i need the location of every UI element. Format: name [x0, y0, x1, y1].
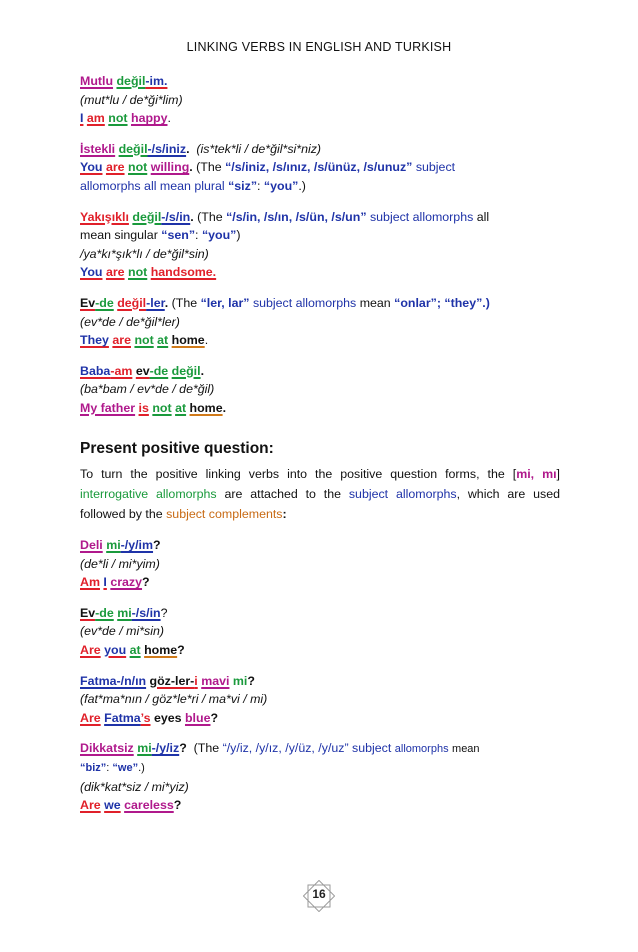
word-interrogative: mi	[106, 538, 121, 553]
punctuation: :	[282, 507, 287, 522]
turkish-sentence	[80, 140, 560, 159]
word-subject: You	[80, 265, 103, 280]
word-complement: crazy	[110, 575, 143, 590]
question-block-3	[80, 672, 560, 728]
example-block-1	[80, 72, 560, 128]
note-text: ” subject	[344, 741, 392, 756]
word-complement: willing	[150, 160, 190, 175]
word-subject-complement: İstekli	[80, 141, 116, 156]
word-subject-allomorph: -/y/iz	[151, 741, 180, 756]
punctuation: .	[167, 111, 171, 126]
turkish-sentence	[80, 294, 560, 313]
word-genitive: -/n/ın	[116, 673, 147, 688]
para-text: , which are used followed by the	[80, 487, 561, 522]
para-interrogative-allomorphs: interrogative allomorphs	[80, 487, 217, 502]
punctuation: .	[186, 141, 190, 156]
note-text: mean	[359, 295, 391, 310]
punctuation: .	[190, 209, 194, 224]
word-negation: değil	[171, 363, 201, 378]
example-block-3	[80, 208, 560, 282]
english-sentence	[80, 573, 560, 592]
note-line	[80, 759, 560, 778]
note-pronoun: “sen”	[161, 228, 196, 243]
word-subject-allomorph: -ler	[146, 295, 165, 310]
word-negation: not	[128, 160, 148, 175]
pronunciation: /ya*kı*şık*lı / de*ğil*sin)	[80, 246, 209, 261]
note-pronoun: “onlar”;	[394, 295, 441, 310]
pronunciation: (is*tek*li / de*ğil*si*niz)	[196, 141, 322, 156]
word-subject-allomorph: -/y/im	[120, 538, 154, 553]
note-translation: “we”	[112, 762, 139, 775]
word-noun: göz-ler-	[149, 673, 195, 688]
english-sentence	[80, 641, 560, 660]
word-subject: You	[80, 160, 103, 175]
word-complement: blue	[184, 710, 211, 725]
turkish-sentence	[80, 208, 560, 227]
word-negation: değil	[132, 209, 162, 224]
word-subject: you	[104, 643, 127, 658]
english-sentence	[80, 109, 560, 128]
word-subject: My father	[80, 400, 136, 415]
punctuation: .	[204, 333, 209, 348]
english-sentence	[80, 796, 560, 815]
note-allomorphs: “ler, lar”	[200, 295, 250, 310]
word-subject-allomorph: -im.	[145, 74, 168, 88]
section-heading: Present positive question:	[80, 439, 274, 457]
note-text: all	[476, 209, 490, 224]
punctuation: ?	[153, 538, 161, 553]
pronunciation: (fat*ma*nın / göz*le*ri / ma*vi / mi)	[80, 692, 268, 707]
word-preposition: at	[157, 333, 169, 348]
word-complement: happy	[131, 111, 168, 126]
note-allomorphs: “/y/iz, /y/ız, /y/üz, /y/uz	[222, 741, 345, 756]
note-translation: “you”	[201, 228, 237, 243]
note-translation: “they”.)	[444, 295, 490, 310]
word-subject-allomorph: -/s/in	[161, 209, 191, 224]
note-text: (The	[193, 741, 220, 756]
word-interrogative: mi	[137, 741, 152, 756]
punctuation: ?	[142, 575, 150, 590]
note-text: subject	[415, 160, 456, 175]
word-negation: not	[128, 265, 148, 280]
punctuation: ?	[160, 605, 168, 620]
word-complement: home	[189, 400, 223, 415]
word-verb: are	[105, 160, 125, 175]
pronunciation: (de*li / mi*yim)	[80, 556, 160, 571]
word-negation: değil	[116, 74, 146, 88]
word-subject: eyes	[153, 710, 182, 725]
page-number-badge	[303, 880, 335, 912]
page-header: LINKING VERBS IN ENGLISH AND TURKISH	[186, 40, 452, 54]
english-sentence	[80, 331, 560, 350]
para-subject-complements: subject complements	[166, 507, 283, 522]
turkish-sentence	[80, 672, 560, 691]
punctuation: :	[195, 228, 199, 243]
word-possessive: ’s	[140, 710, 151, 725]
para-text: ]	[556, 467, 560, 482]
word-complement: handsome.	[150, 265, 217, 280]
punctuation: ?	[179, 741, 187, 756]
english-sentence	[80, 158, 560, 177]
para-interrogative: mi, mı	[516, 467, 557, 482]
word-noun: Ev	[80, 295, 96, 310]
word-possessive: i	[194, 673, 198, 688]
note-text: mean singular	[80, 228, 158, 243]
word-negation: not	[152, 400, 172, 415]
word-complement: careless	[124, 798, 174, 813]
word-complement: home	[144, 643, 178, 658]
punctuation: ?	[210, 710, 219, 725]
word-complement: home	[171, 333, 205, 348]
note-line	[80, 226, 560, 245]
word-subject-complement: Mutlu	[80, 74, 114, 88]
punctuation: ?	[247, 673, 255, 688]
word-negation: değil	[118, 141, 148, 156]
word-subject-complement: Yakışıklı	[80, 209, 129, 224]
para-subject-allomorphs: subject allomorphs	[348, 487, 457, 502]
note-pronoun: “siz”	[228, 178, 258, 193]
note-text: subject allomorphs	[252, 295, 357, 310]
word-noun: Fatma	[80, 673, 117, 688]
word-verb: is	[138, 400, 149, 415]
turkish-sentence	[80, 739, 560, 759]
pronunciation: (mut*lu / de*ği*lim)	[80, 92, 183, 107]
note-allomorphs: “/s/in, /s/ın, /s/ün, /s/un”	[226, 209, 367, 224]
word-verb: are	[105, 265, 125, 280]
word-negation: not	[108, 111, 128, 126]
word-preposition: at	[129, 643, 141, 658]
note-line	[80, 177, 560, 196]
word-subject-complement: mavi	[201, 673, 230, 688]
para-text: are attached to the	[216, 487, 349, 502]
word-possessive: -am	[110, 363, 133, 378]
question-block-4	[80, 739, 560, 814]
note-text: (The	[196, 160, 222, 175]
turkish-sentence	[80, 72, 560, 91]
pronunciation: (ev*de / de*ğil*ler)	[80, 314, 180, 329]
word-subject: I	[80, 111, 84, 126]
word-verb: am	[86, 111, 105, 126]
word-locative: -de	[149, 363, 169, 378]
punctuation: .)	[138, 762, 145, 775]
word-subject-allomorph: -/s/iniz	[147, 141, 187, 156]
word-verb: Are	[80, 710, 101, 725]
english-sentence	[80, 399, 560, 418]
word-negation: not	[134, 333, 154, 348]
punctuation: :	[106, 762, 110, 775]
note-text: mean	[452, 743, 480, 756]
punctuation: .	[200, 363, 205, 378]
para-text: To turn the positive linking verbs into the positive question forms, the [	[80, 467, 517, 482]
note-text: (The	[171, 295, 198, 310]
explanation-paragraph	[80, 464, 560, 524]
word-verb: Are	[80, 643, 101, 658]
punctuation: .	[222, 400, 227, 415]
word-subject-allomorph: -/s/in	[131, 605, 161, 620]
question-block-2	[80, 604, 560, 660]
note-text: (The	[197, 209, 223, 224]
note-text: allomorphs all mean plural	[80, 178, 225, 193]
example-block-4	[80, 294, 560, 350]
turkish-sentence	[80, 536, 560, 555]
word-possessor: Fatma	[104, 710, 141, 725]
word-preposition: at	[175, 400, 187, 415]
english-sentence	[80, 709, 560, 728]
word-subject: I	[103, 575, 107, 590]
turkish-sentence	[80, 362, 560, 381]
word-verb: Are	[80, 798, 101, 813]
pronunciation: (ev*de / mi*sin)	[80, 624, 165, 639]
word-subject: we	[104, 798, 121, 813]
punctuation: .	[164, 295, 169, 310]
english-sentence	[80, 263, 560, 282]
punctuation: :	[257, 178, 261, 193]
question-block-1	[80, 536, 560, 592]
example-block-2	[80, 140, 560, 196]
word-locative: -de	[95, 295, 114, 310]
word-noun: Ev	[80, 605, 96, 620]
word-verb: are	[112, 333, 131, 348]
pronunciation: (ba*bam / ev*de / de*ğil)	[80, 382, 215, 397]
word-noun: ev	[135, 363, 150, 378]
punctuation: .)	[298, 178, 306, 193]
punctuation: ?	[177, 643, 185, 658]
pronunciation: (dik*kat*siz / mi*yiz)	[80, 779, 189, 794]
word-locative: -de	[95, 605, 114, 620]
punctuation: .	[189, 160, 193, 175]
example-block-5	[80, 362, 560, 418]
note-translation: “you”	[263, 178, 299, 193]
word-noun: Baba	[80, 363, 111, 378]
word-negation: değil	[117, 295, 147, 310]
punctuation: ?	[173, 798, 182, 813]
note-text: allomorphs	[394, 743, 449, 756]
word-subject-complement: Dikkatsiz	[80, 741, 134, 756]
word-interrogative: mi	[232, 673, 248, 688]
note-text: subject allomorphs	[369, 209, 474, 224]
page-number: 16	[312, 887, 326, 901]
note-allomorphs: “/s/iniz, /s/ınız, /s/ünüz, /s/unuz”	[225, 160, 413, 175]
word-subject: They	[80, 333, 109, 348]
note-pronoun: “biz”	[80, 762, 107, 775]
word-subject-complement: Deli	[80, 538, 103, 553]
turkish-sentence	[80, 604, 560, 623]
punctuation: )	[236, 228, 241, 243]
word-interrogative: mi	[117, 605, 132, 620]
page-content	[80, 72, 560, 815]
word-verb: Am	[80, 575, 100, 590]
